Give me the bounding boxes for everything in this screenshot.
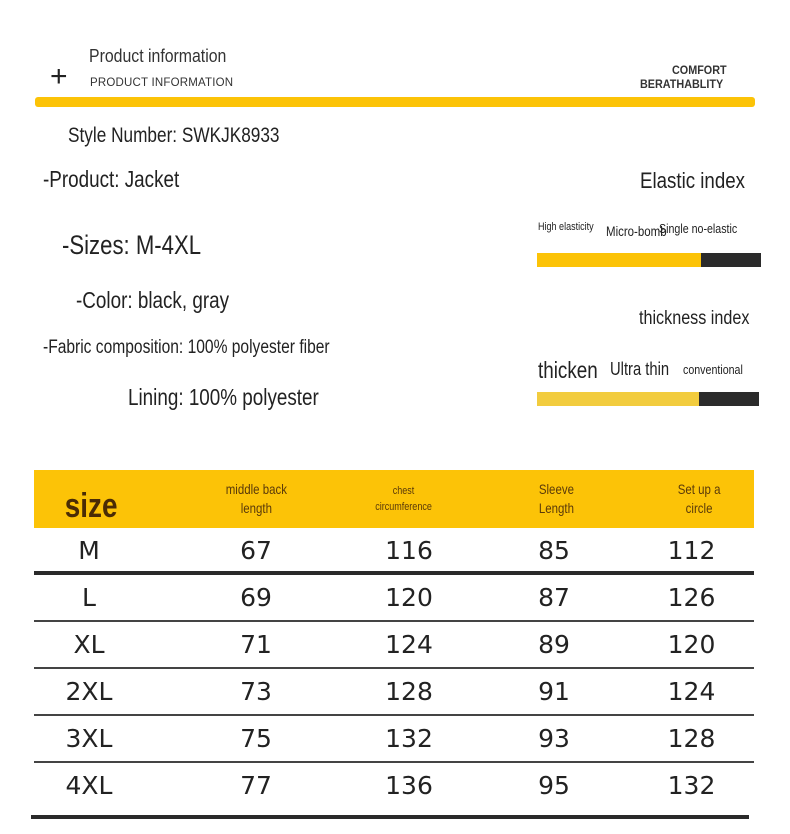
table-row xyxy=(34,716,754,763)
thickness-bar-fill xyxy=(537,392,699,406)
thickness-label-ultrathin: Ultra thin xyxy=(610,359,670,379)
header-circle: Set up a circle xyxy=(677,481,721,516)
back-length-cell: 67 xyxy=(240,535,272,565)
header-chest: chest circumference xyxy=(375,485,433,513)
thickness-index-title: thickness index xyxy=(639,308,750,329)
circle-cell: 128 xyxy=(667,723,716,753)
style-number: Style Number: SWKJK8933 xyxy=(68,124,280,147)
back-length-cell: 77 xyxy=(240,770,272,800)
circle-cell: 132 xyxy=(667,770,716,800)
elastic-index-title: Elastic index xyxy=(640,168,745,193)
header-back-length: middle back length xyxy=(225,481,287,516)
table-row xyxy=(34,669,754,716)
header-size: size xyxy=(65,487,118,525)
chest-cell: 136 xyxy=(385,770,433,800)
chest-cell: 128 xyxy=(385,676,433,706)
thickness-bar-marker xyxy=(699,392,759,406)
circle-cell: 112 xyxy=(667,535,716,565)
circle-cell: 120 xyxy=(667,629,716,659)
elastic-label-micro: Micro-bomb xyxy=(606,223,667,239)
size-cell: L xyxy=(82,582,96,612)
size-table-header xyxy=(34,470,754,528)
comfort-label: COMFORT xyxy=(672,63,727,77)
size-cell: 3XL xyxy=(65,723,113,753)
sleeve-cell: 95 xyxy=(538,770,570,800)
breathability-label: BERATHABLITY xyxy=(640,77,724,91)
elastic-bar-fill xyxy=(537,253,701,267)
fabric-composition: -Fabric composition: 100% polyester fiber xyxy=(43,337,330,358)
chest-cell: 132 xyxy=(385,723,433,753)
section-title: Product information xyxy=(89,46,227,66)
colors: -Color: black, gray xyxy=(76,287,230,313)
sizes: -Sizes: M-4XL xyxy=(62,230,202,260)
chest-cell: 116 xyxy=(385,535,433,565)
product-type: -Product: Jacket xyxy=(43,166,180,192)
table-row xyxy=(34,528,754,575)
elastic-index-bar xyxy=(537,253,761,267)
table-row xyxy=(34,622,754,669)
sleeve-cell: 91 xyxy=(538,676,570,706)
back-length-cell: 75 xyxy=(240,723,272,753)
chest-cell: 124 xyxy=(385,629,433,659)
sleeve-cell: 93 xyxy=(538,723,570,753)
sleeve-cell: 85 xyxy=(538,535,570,565)
back-length-cell: 71 xyxy=(240,629,272,659)
thickness-label-thicken: thicken xyxy=(538,357,598,383)
lining: Lining: 100% polyester xyxy=(128,384,319,410)
header-divider xyxy=(35,97,755,107)
table-row xyxy=(34,575,754,622)
circle-cell: 124 xyxy=(667,676,716,706)
thickness-label-conventional: conventional xyxy=(683,362,743,377)
section-subtitle: PRODUCT INFORMATION xyxy=(90,77,234,89)
circle-cell: 126 xyxy=(667,582,716,612)
back-length-cell: 73 xyxy=(240,676,272,706)
plus-icon: + xyxy=(50,60,68,93)
elastic-label-none: Single no-elastic xyxy=(659,221,738,236)
table-bottom-border xyxy=(31,815,749,819)
size-cell: XL xyxy=(73,629,105,659)
header-sleeve: Sleeve Length xyxy=(538,481,575,516)
chest-cell: 120 xyxy=(385,582,433,612)
size-cell: M xyxy=(78,535,100,565)
size-cell: 2XL xyxy=(65,676,113,706)
elastic-bar-marker xyxy=(701,253,761,267)
elastic-label-high: High elasticity xyxy=(538,221,594,233)
table-row xyxy=(31,763,749,819)
thickness-index-bar xyxy=(537,392,759,406)
sleeve-cell: 89 xyxy=(538,629,570,659)
size-cell: 4XL xyxy=(65,770,113,800)
back-length-cell: 69 xyxy=(240,582,272,612)
sleeve-cell: 87 xyxy=(538,582,570,612)
